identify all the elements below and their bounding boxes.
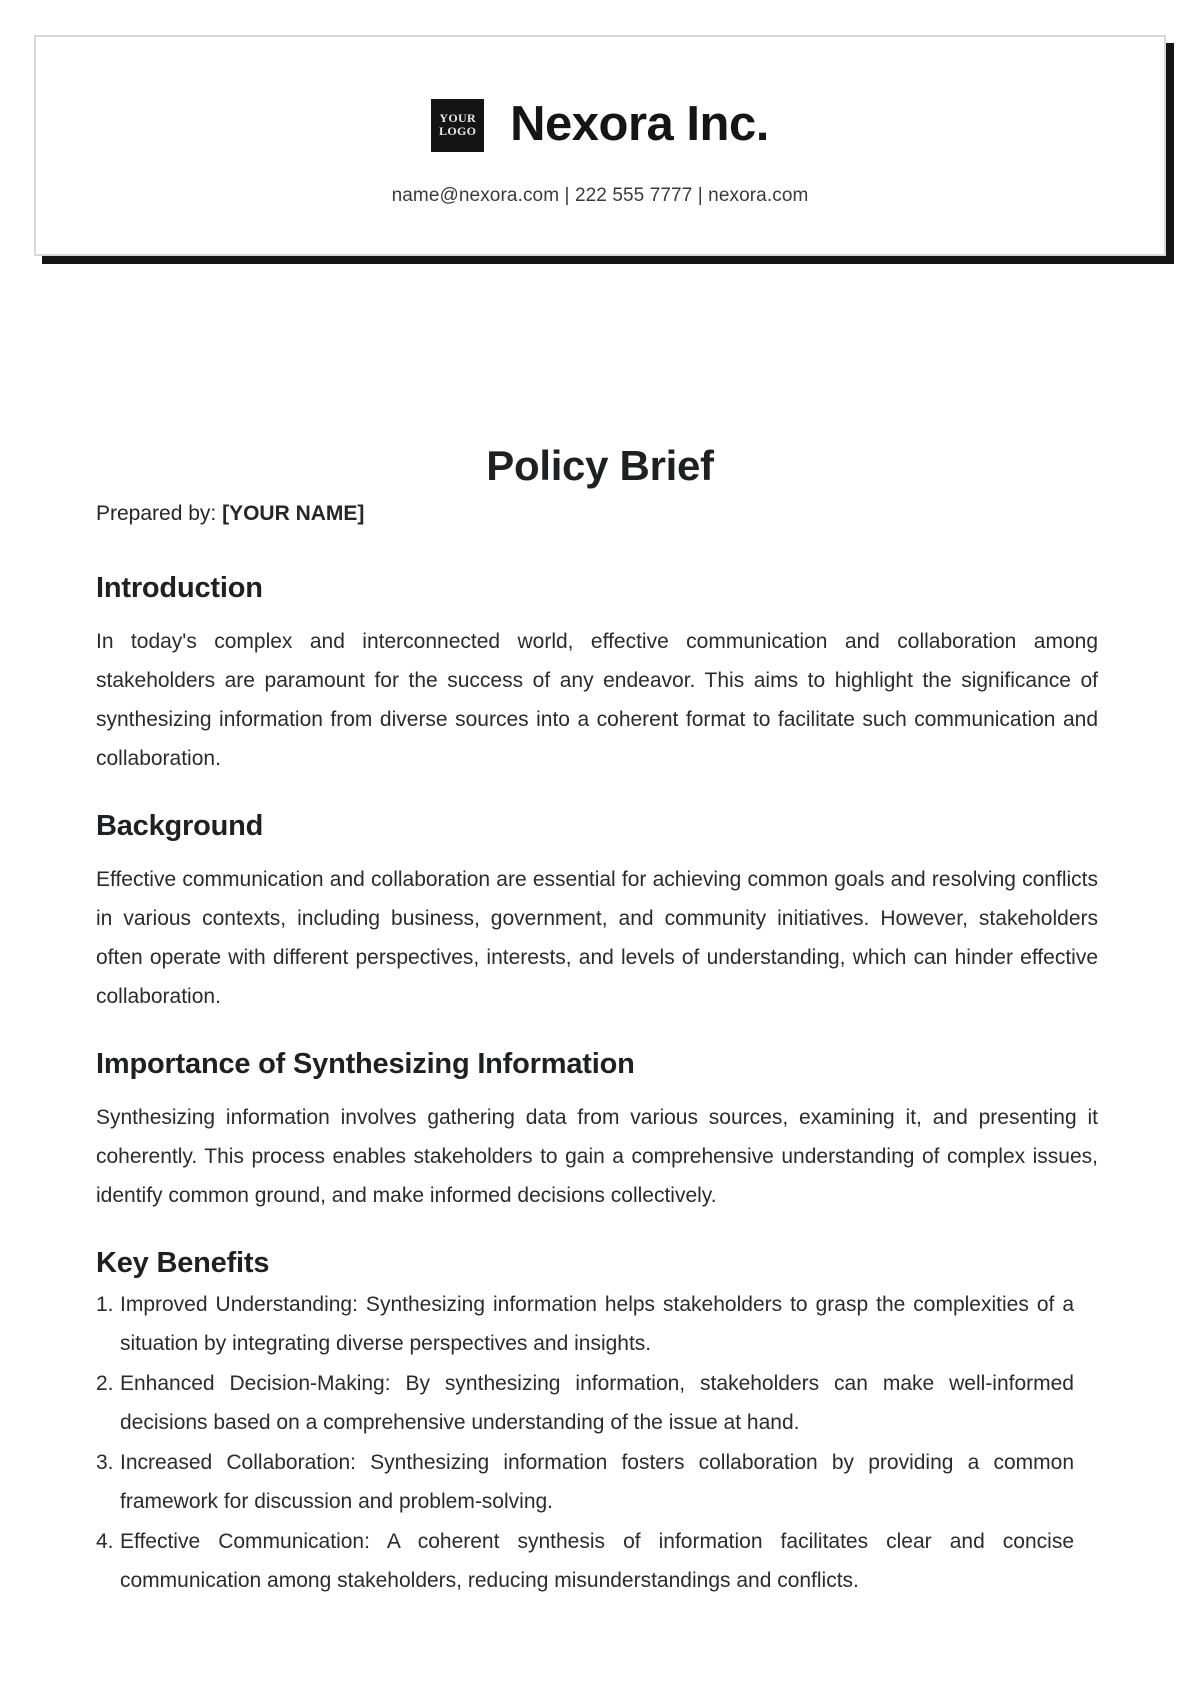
list-item-text: Effective Communication: A coherent synthesis of information facilitates clear and concise communication among stakeholders, reducing misunderstandings and conflicts.: [120, 1530, 1074, 1592]
section-paragraph: Synthesizing information involves gathering data from various sources, examining it, and presenting it coherently. This process enables stakeholders to gain a comprehensive understanding of complex issues, identify common ground, and make informed decisions collectively.: [96, 1106, 1098, 1207]
prepared-by: [96, 502, 364, 526]
section-introduction: [96, 570, 1098, 778]
prepared-by-name: [YOUR NAME]: [222, 502, 365, 525]
brand-row: [36, 98, 1164, 152]
list-item-text: Improved Understanding: Synthesizing information helps stakeholders to grasp the complexities of a situation by integrating diverse perspectives and insights.: [120, 1293, 1074, 1355]
list-number: 1.: [96, 1293, 114, 1316]
section-background: [96, 808, 1098, 1016]
section-importance: [96, 1046, 1098, 1215]
list-number: 3.: [96, 1451, 114, 1474]
document-title: Policy Brief: [486, 442, 714, 489]
document-body: [96, 570, 1098, 1630]
company-name: Nexora Inc.: [510, 97, 769, 151]
list-item: [96, 1522, 1074, 1600]
logo-text-line2: LOGO: [439, 124, 477, 138]
list-item-text: Enhanced Decision-Making: By synthesizing information, stakeholders can make well-informed decisions based on a comprehensive understanding of the issue at hand.: [120, 1372, 1074, 1434]
list-item: [96, 1443, 1074, 1521]
list-item: [96, 1285, 1074, 1363]
section-heading: Introduction: [96, 572, 263, 604]
section-paragraph: In today's complex and interconnected world, effective communication and collaboration among stakeholders are paramount for the success of any endeavor. This aims to highlight the significance of synthesizing information from diverse sources into a coherent format to facilitate such communication and collaboration.: [96, 630, 1098, 770]
company-logo: [431, 99, 484, 152]
contact-info: name@nexora.com | 222 555 7777 | nexora.com: [391, 185, 809, 206]
section-heading: Background: [96, 810, 264, 842]
list-number: 4.: [96, 1530, 114, 1553]
logo-text-line1: YOUR: [439, 111, 476, 125]
list-item-text: Increased Collaboration: Synthesizing information fosters collaboration by providing a common framework for discussion and problem-solving.: [120, 1451, 1074, 1513]
letterhead: [34, 35, 1166, 256]
prepared-by-label: Prepared by:: [96, 502, 217, 525]
section-paragraph: Effective communication and collaboration are essential for achieving common goals and resolving conflicts in various contexts, including business, government, and community initiatives. However, stakeholders often operate with different perspectives, interests, and levels of understanding, which can hinder effective collaboration.: [96, 868, 1098, 1008]
benefits-list: [96, 1285, 1074, 1600]
section-heading: Key Benefits: [96, 1247, 270, 1279]
section-key-benefits: [96, 1245, 1098, 1600]
list-number: 2.: [96, 1372, 114, 1395]
list-item: [96, 1364, 1074, 1442]
section-heading: Importance of Synthesizing Information: [96, 1048, 635, 1080]
